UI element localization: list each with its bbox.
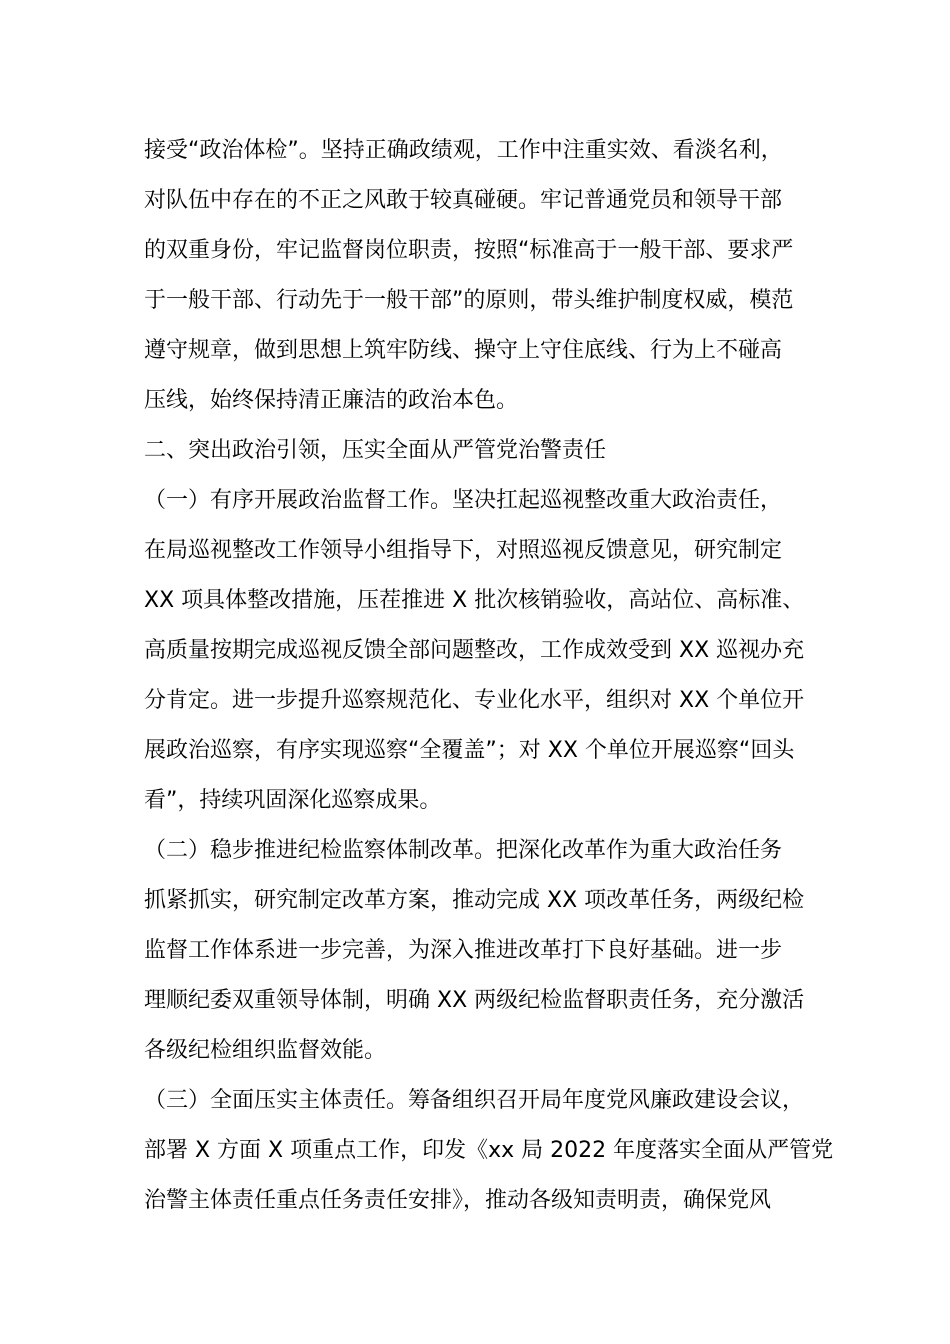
text-line: （三）全面压实主体责任。筹备组织召开局年度党风廉政建设会议， [144,1088,805,1113]
text-line: 于一般干部、行动先于一般干部”的原则，带头维护制度权威，模范 [144,288,794,313]
text-line: 压线，始终保持清正廉洁的政治本色。 [144,388,519,413]
text-line: （二）稳步推进纪检监察体制改革。把深化改革作为重大政治任务 [144,838,783,863]
text-line: 接受“政治体检”。坚持正确政绩观，工作中注重实效、看淡名利， [144,138,783,163]
text-line: 抓紧抓实，研究制定改革方案，推动完成 XX 项改革任务，两级纪检 [144,888,805,913]
text-line: 部署 X 方面 X 项重点工作，印发《xx 局 2022 年度落实全面从严管党 [144,1138,834,1163]
text-line: 的双重身份，牢记监督岗位职责，按照“标准高于一般干部、要求严 [144,238,794,263]
text-line: 理顺纪委双重领导体制，明确 XX 两级纪检监督职责任务，充分激活 [144,988,805,1013]
section-heading: 二、突出政治引领，压实全面从严管党治警责任 [144,438,607,463]
text-line: XX 项具体整改措施，压茬推进 X 批次核销验收，高站位、高标准、 [144,588,805,613]
document-body [144,126,834,1226]
text-line: 对队伍中存在的不正之风敢于较真碰硬。牢记普通党员和领导干部 [144,188,783,213]
text-line: 在局巡视整改工作领导小组指导下，对照巡视反馈意见，研究制定 [144,538,783,563]
text-line: 高质量按期完成巡视反馈全部问题整改，工作成效受到 XX 巡视办充 [144,638,805,663]
text-line: （一）有序开展政治监督工作。坚决扛起巡视整改重大政治责任， [144,488,783,513]
text-line: 分肯定。进一步提升巡察规范化、专业化水平，组织对 XX 个单位开 [144,688,805,713]
text-line: 遵守规章，做到思想上筑牢防线、操守上守住底线、行为上不碰高 [144,338,783,363]
text-line: 监督工作体系进一步完善，为深入推进改革打下良好基础。进一步 [144,938,783,963]
text-line: 各级纪检组织监督效能。 [144,1038,387,1063]
text-line: 展政治巡察，有序实现巡察“全覆盖”；对 XX 个单位开展巡察“回头 [144,738,795,763]
text-line: 看”，持续巩固深化巡察成果。 [144,788,442,813]
text-line: 治警主体责任重点任务责任安排》，推动各级知责明责，确保党风 [144,1188,772,1213]
